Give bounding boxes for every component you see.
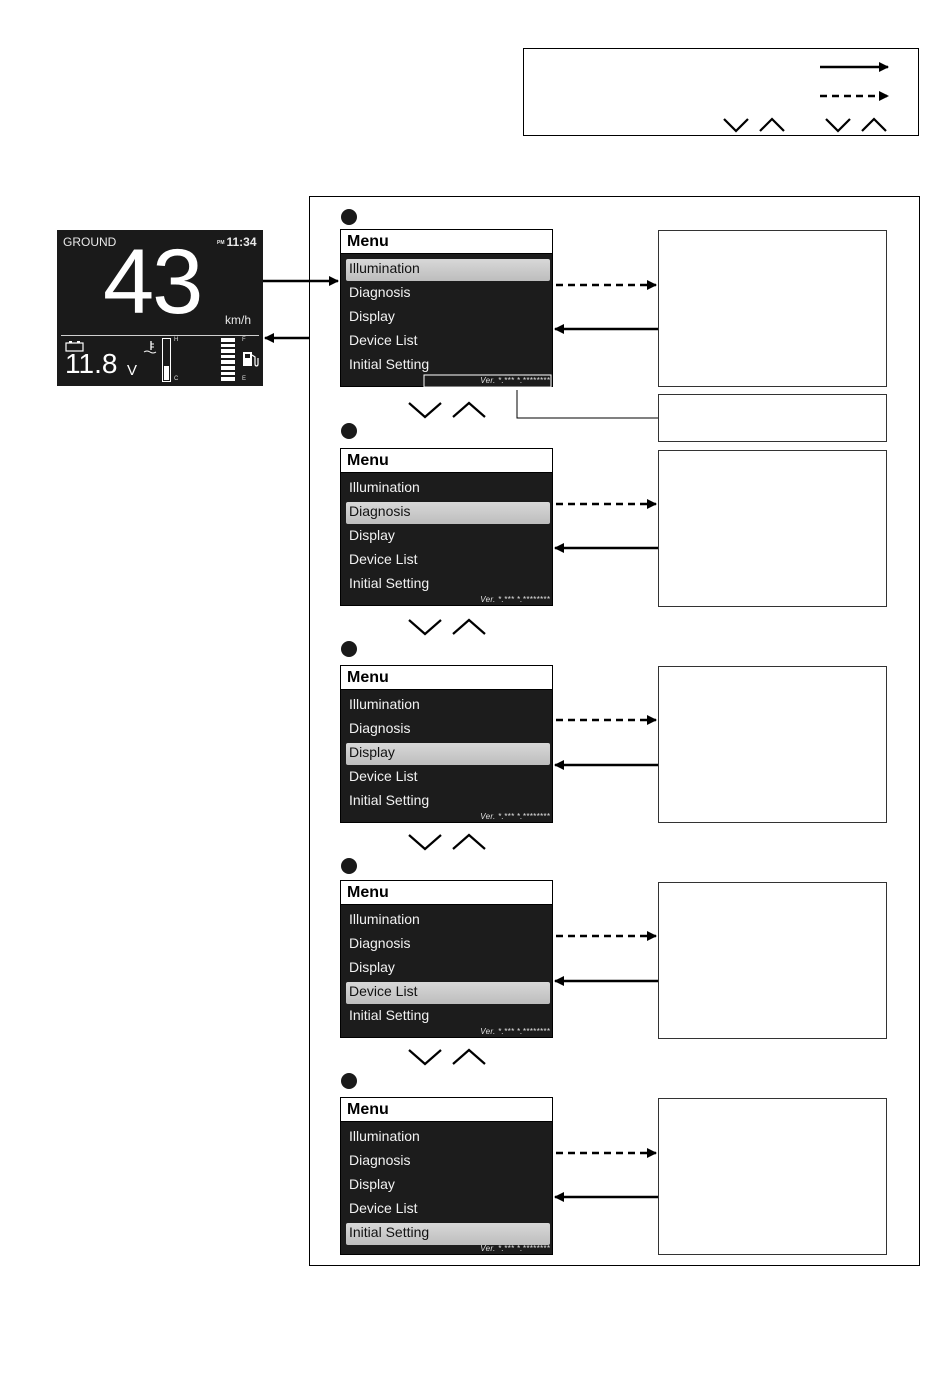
- menu-item-display[interactable]: Display: [349, 744, 395, 760]
- menu-item-display[interactable]: Display: [349, 527, 395, 543]
- menu-item-diagnosis[interactable]: Diagnosis: [349, 1152, 411, 1168]
- menu-title: Menu: [341, 230, 552, 254]
- legend-chevron-up-icon-2: [862, 119, 886, 131]
- version-label: Ver. *.*** *.********: [480, 595, 550, 604]
- menu-item-display[interactable]: Display: [349, 959, 395, 975]
- clock-mark: PM: [217, 240, 225, 246]
- legend-chevron-up-icon: [760, 119, 784, 131]
- menu-item-diagnosis[interactable]: Diagnosis: [349, 720, 411, 736]
- drive-mode: GROUND: [63, 235, 117, 249]
- menu-item-device-list[interactable]: Device List: [349, 983, 418, 999]
- menu-item-diagnosis[interactable]: Diagnosis: [349, 503, 411, 519]
- menu-item-initial-setting[interactable]: Initial Setting: [349, 792, 430, 808]
- legend-chevron-down-icon: [724, 119, 748, 131]
- menu-item-display[interactable]: Display: [349, 308, 395, 324]
- speed-value: 43: [103, 231, 202, 333]
- menu-title: Menu: [341, 881, 552, 905]
- version-label: Ver. *.*** *.********: [480, 1244, 550, 1253]
- menu-item-illumination[interactable]: Illumination: [349, 479, 420, 495]
- menu-title: Menu: [341, 449, 552, 473]
- nav-chevron-up-icon-3: [453, 835, 485, 849]
- nav-chevron-up-icon-1: [453, 403, 485, 417]
- version-label: Ver. *.*** *.********: [480, 1027, 550, 1036]
- voltage-unit: V: [127, 362, 138, 379]
- menu-item-initial-setting[interactable]: Initial Setting: [349, 356, 430, 372]
- menu-item-initial-setting[interactable]: Initial Setting: [349, 575, 430, 591]
- fuel-full-mark: F: [242, 337, 246, 343]
- menu-item-device-list[interactable]: Device List: [349, 332, 418, 348]
- version-leader-line: [517, 390, 658, 418]
- speed-unit: km/h: [225, 313, 252, 327]
- nav-chevron-down-icon-4: [409, 1050, 441, 1064]
- menu-item-diagnosis[interactable]: Diagnosis: [349, 935, 411, 951]
- menu-item-illumination[interactable]: Illumination: [349, 260, 420, 276]
- nav-chevron-up-icon-4: [453, 1050, 485, 1064]
- legend-chevron-down-icon-2: [826, 119, 850, 131]
- nav-chevron-down-icon-1: [409, 403, 441, 417]
- nav-chevron-up-icon-2: [453, 620, 485, 634]
- nav-chevron-down-icon-3: [409, 835, 441, 849]
- menu-item-illumination[interactable]: Illumination: [349, 1128, 420, 1144]
- menu-item-initial-setting[interactable]: Initial Setting: [349, 1007, 430, 1023]
- clock-time: 11:34: [226, 235, 257, 249]
- menu-item-illumination[interactable]: Illumination: [349, 911, 420, 927]
- menu-title: Menu: [341, 1098, 552, 1122]
- fuel-empty-mark: E: [242, 376, 247, 382]
- version-label: Ver. *.*** *.********: [480, 812, 550, 821]
- voltage-value: 11.8: [65, 348, 118, 379]
- version-label: Ver. *.*** *.********: [480, 376, 550, 385]
- menu-item-illumination[interactable]: Illumination: [349, 696, 420, 712]
- nav-chevron-down-icon-2: [409, 620, 441, 634]
- menu-item-device-list[interactable]: Device List: [349, 551, 418, 567]
- menu-item-device-list[interactable]: Device List: [349, 1200, 418, 1216]
- menu-title: Menu: [341, 666, 552, 690]
- temp-high-mark: H: [174, 337, 179, 343]
- menu-item-display[interactable]: Display: [349, 1176, 395, 1192]
- menu-item-initial-setting[interactable]: Initial Setting: [349, 1224, 430, 1240]
- menu-item-diagnosis[interactable]: Diagnosis: [349, 284, 411, 300]
- menu-item-device-list[interactable]: Device List: [349, 768, 418, 784]
- version-highlight: [424, 375, 551, 387]
- temp-low-mark: C: [174, 376, 179, 382]
